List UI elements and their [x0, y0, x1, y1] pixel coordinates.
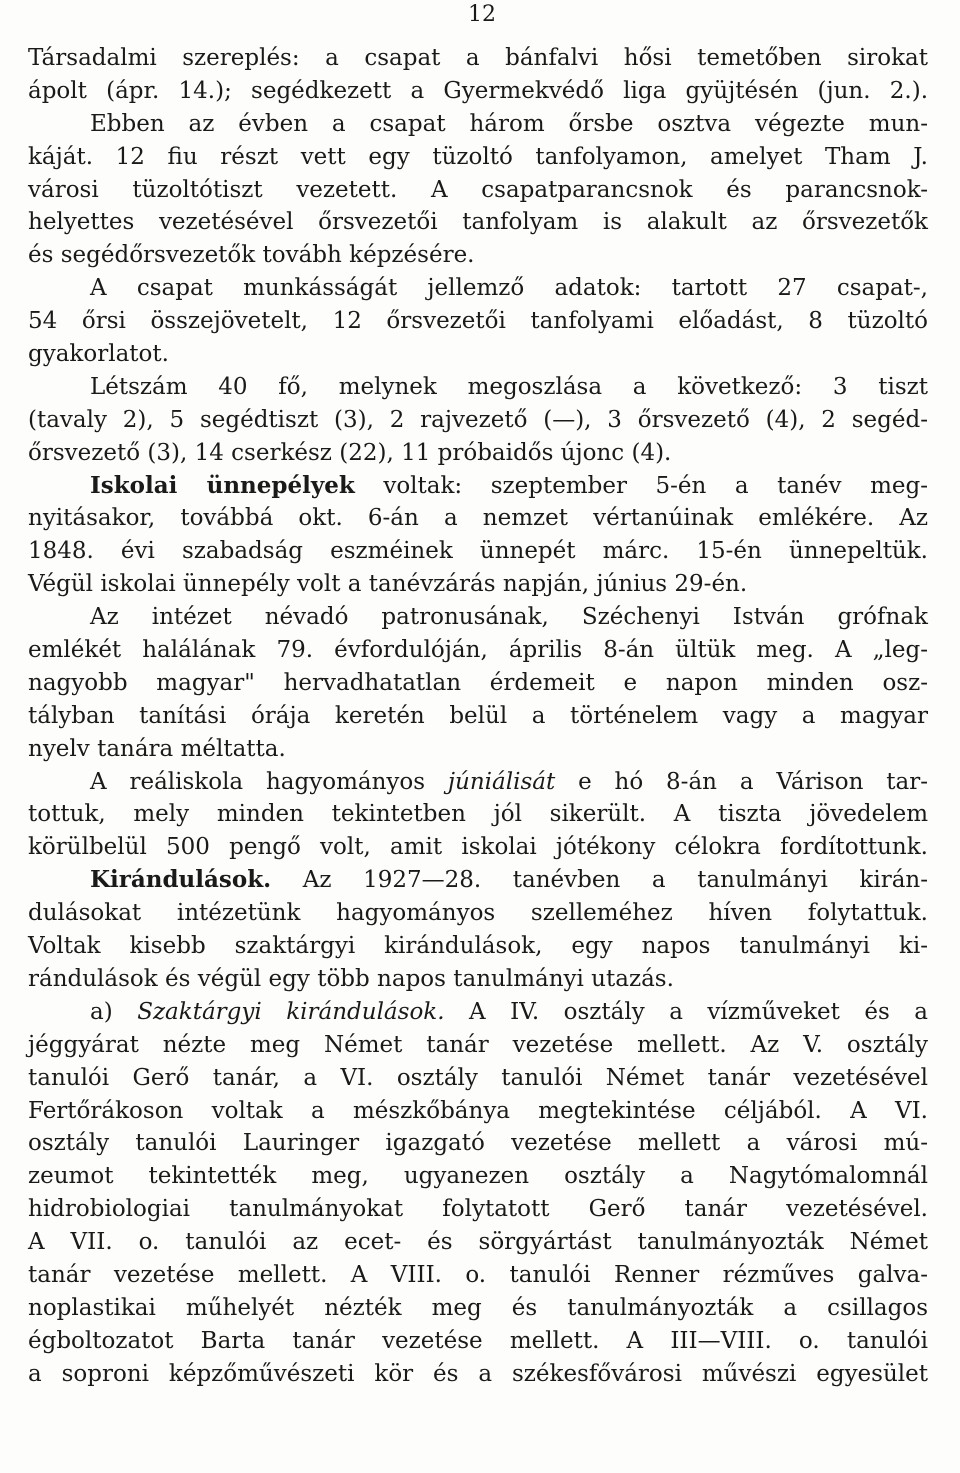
- text-line: városi tüzoltótiszt vezetett. A csapatparancsnok és parancsnok-: [28, 176, 928, 203]
- text-line: hidrobiologiai tanulmányokat folytatott Gerő tanár vezetésével.: [28, 1196, 928, 1223]
- text-line: A VII. o. tanulói az ecet- és sörgyártást tanulmányozták Német: [28, 1229, 928, 1256]
- text-line: tottuk, mely minden tekintetben jól sikerült. A tiszta jövedelem: [28, 801, 928, 828]
- text-line: a soproni képzőművészeti kör és a székesfővárosi művészi egyesület: [28, 1360, 928, 1387]
- text-line: (tavaly 2), 5 segédtiszt (3), 2 rajvezető (—), 3 őrsvezető (4), 2 segéd-: [28, 406, 928, 433]
- text-line: nagyobb magyar" hervadhatatlan érdemeit e napon minden osz-: [28, 669, 928, 696]
- text-line: nyelv tanára méltatta.: [28, 735, 286, 762]
- text-line: a) Szaktárgyi kirándulások. A IV. osztály a vízműveket és a: [90, 998, 928, 1025]
- text-line: tanár vezetése mellett. A VIII. o. tanulói Renner rézműves galva-: [28, 1261, 928, 1288]
- text-line: őrsvezető (3), 14 cserkész (22), 11 próbaidős újonc (4).: [28, 439, 672, 466]
- text-line: noplastikai műhelyét nézték meg és tanulmányozták a csillagos: [28, 1294, 928, 1321]
- text-line: ápolt (ápr. 14.); segédkezett a Gyermekvédő liga gyüjtésén (jun. 2.).: [28, 77, 928, 104]
- text-line: Kirándulások. Az 1927—28. tanévben a tanulmányi kirán-: [90, 866, 928, 894]
- text-line: tanulói Gerő tanár, a VI. osztály tanulói Német tanár vezetésével: [28, 1064, 928, 1091]
- text-line: Voltak kisebb szaktárgyi kirándulások, egy napos tanulmányi ki-: [28, 933, 928, 960]
- text-line: égboltozatot Barta tanár vezetése mellett. A III—VIII. o. tanulói: [28, 1327, 928, 1354]
- text-line: zeumot tekintették meg, ugyanezen osztály a Nagytómalomnál: [28, 1163, 928, 1190]
- text-line: Végül iskolai ünnepély volt a tanévzárás napján, június 29-én.: [28, 571, 748, 598]
- text-line: emlékét halálának 79. évfordulóján, április 8-án ültük meg. A „leg-: [28, 637, 928, 664]
- text-line: Iskolai ünnepélyek voltak: szeptember 5-én a tanév meg-: [90, 471, 928, 499]
- text-line: Az intézet névadó patronusának, Széchenyi István grófnak: [90, 604, 928, 631]
- text-line: Ebben az évben a csapat három őrsbe osztva végezte mun-: [90, 110, 928, 137]
- text-line: káját. 12 fiu részt vett egy tüzoltó tanfolyamon, amelyet Tham J.: [28, 143, 928, 170]
- text-line: rándulások és végül egy több napos tanulmányi utazás.: [28, 965, 674, 992]
- text-line: nyitásakor, továbbá okt. 6-án a nemzet vértanúinak emlékére. Az: [28, 505, 928, 532]
- text-line: osztály tanulói Lauringer igazgató vezetése mellett a városi mú-: [28, 1130, 928, 1157]
- text-line: dulásokat intézetünk hagyományos szelleméhez híven folytattuk.: [28, 900, 928, 927]
- page-number: 12: [468, 2, 496, 27]
- text-line: helyettes vezetésével őrsvezetői tanfolyam is alakult az őrsvezetők: [28, 209, 928, 236]
- text-line: A reáliskola hagyományos júniálisát e hó 8-án a Várison tar-: [90, 768, 928, 795]
- text-line: tályban tanítási órája keretén belül a történelem vagy a magyar: [28, 702, 928, 729]
- text-line: 54 őrsi összejövetelt, 12 őrsvezetői tanfolyami előadást, 8 tüzoltó: [28, 308, 928, 335]
- text-line: körülbelül 500 pengő volt, amit iskolai jótékony célokra fordítottunk.: [28, 834, 928, 861]
- text-line: gyakorlatot.: [28, 341, 169, 368]
- text-line: és segédőrsvezetők továbh képzésére.: [28, 242, 475, 269]
- text-line: 1848. évi szabadság eszméinek ünnepét márc. 15-én ünnepeltük.: [28, 538, 928, 565]
- text-line: A csapat munkásságát jellemző adatok: tartott 27 csapat-,: [90, 275, 928, 302]
- text-line: Fertőrákoson voltak a mészkőbánya megtekintése céljából. A VI.: [28, 1097, 928, 1124]
- text-line: jéggyárat nézte meg Német tanár vezetése mellett. Az V. osztály: [28, 1031, 928, 1058]
- text-line: Társadalmi szereplés: a csapat a bánfalvi hősi temetőben sirokat: [28, 45, 928, 71]
- text-line: Létszám 40 fő, melynek megoszlása a következő: 3 tiszt: [90, 373, 928, 400]
- body-text: [28, 42, 928, 1391]
